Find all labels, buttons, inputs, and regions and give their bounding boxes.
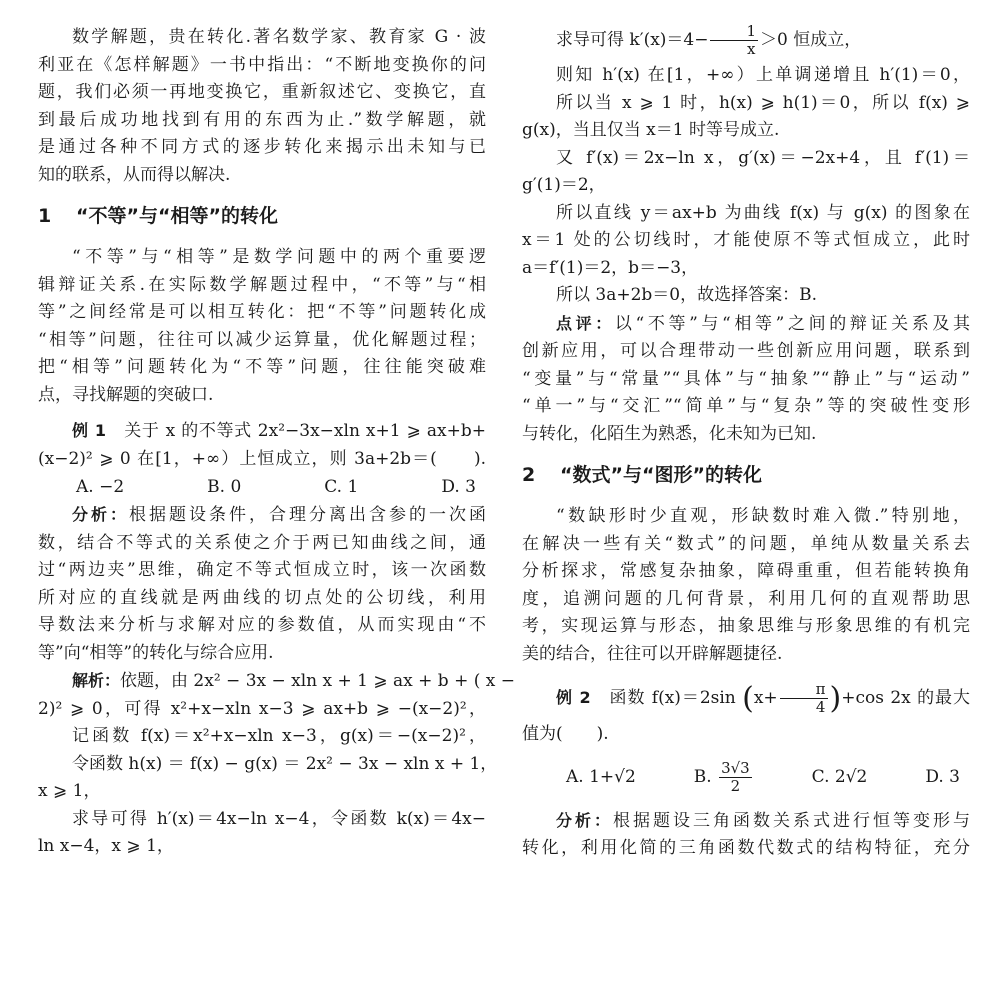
solution-line: 又 f′(x)＝2x−ln x，g′(x)＝−2x+4，且 f′(1)＝ [556, 147, 970, 168]
analysis-line: 等”向“相等”的转化与综合应用. [38, 642, 274, 663]
option-c: C. 2√2 [811, 766, 868, 787]
section-2-line: 在解决一些有关“数式”的问题，单纯从数量关系去 [522, 533, 970, 554]
analysis-2-text: 根据题设三角函数关系式进行恒等变形与 [613, 810, 970, 831]
comment-line [522, 310, 970, 339]
solution-line: 所以直线 y＝ax+b 为曲线 f(x) 与 g(x) 的图象在 [556, 202, 970, 223]
section-1-number: 1 [38, 205, 52, 227]
solution-line: g′(1)＝2， [522, 175, 606, 195]
comment-line: 创新应用，可以合理带动一些创新应用问题，联系到 [522, 341, 970, 361]
option-a: A. 1+√2 [566, 766, 636, 787]
section-2-title: “数式”与“图形”的转化 [560, 464, 762, 486]
analysis-2-label: 分析： [556, 810, 613, 830]
comment-label: 点评： [556, 313, 615, 333]
section-1-line: “不等”与“相等”是数学问题中的两个重要逻 [72, 247, 486, 267]
section-2-line: “数缺形时少直观，形缺数时难入微.”特别地， [556, 506, 970, 526]
intro-line: 利亚在《怎样解题》一书中指出：“不断地变换你的问 [38, 54, 486, 75]
section-1-heading [38, 203, 486, 230]
option-c: C. 1 [324, 477, 359, 497]
section-2-heading [522, 462, 970, 489]
intro-line: 题，我们必须一再地变换它，重新叙述它、变换它，直 [38, 82, 486, 102]
section-1-title: “不等”与“相等”的转化 [76, 205, 278, 227]
intro-line: 数学解题，贵在转化.著名数学家、教育家 G · 波 [72, 27, 486, 47]
analysis-label: 分析： [72, 505, 129, 524]
section-1-line: 辑辩证关系.在实际数学解题过程中，“不等”与“相 [38, 274, 486, 295]
section-1-line: 把“相等”问题转化为“不等”问题，往往能突破难 [38, 357, 486, 377]
solution-line: 求导可得 h′(x)＝4x−ln x−4，令函数 k(x)＝4x− [72, 808, 486, 829]
solution-line: ln x−4，x ⩾ 1， [38, 836, 174, 856]
solution-line [38, 667, 516, 696]
analysis-2-line: 转化，利用化简的三角函数代数式的结构特征，充分 [522, 838, 970, 858]
intro-line: 到最后成功地找到有用的东西为止.”数学解题，就 [38, 109, 486, 130]
example-2-line: 例 2 函数 f(x)＝2sin (x+ $\frac{\pi}{4}$ )+cos 2x 的最大 [556, 680, 970, 716]
comment-text: 以“不等”与“相等”之间的辩证关系及其 [614, 313, 970, 334]
analysis-line: 导数法来分析与求解对应的参数值，从而实现由“不 [38, 615, 486, 635]
analysis-text: 根据题设条件，合理分离出含参的一次函 [129, 505, 486, 525]
solution-line: g(x)，当且仅当 x＝1 时等号成立. [522, 120, 780, 140]
option-d: D. 3 [925, 766, 960, 787]
comment-line: 与转化，化陌生为熟悉，化未知为已知. [522, 423, 817, 444]
solution-line: 则知 h′(x) 在[1，+∞）上单调递增且 h′(1)＝0， [556, 65, 970, 85]
derivative-line: 求导可得 k′(x)＝4− $\frac{1}{x}$ ＞0 恒成立， [556, 22, 862, 58]
solution-label: 解析： [72, 671, 121, 690]
intro-line: 知的联系，从而得以解决. [38, 164, 231, 185]
analysis-2-line [522, 807, 970, 836]
section-1-line: 等”之间经常是可以相互转化：把“不等”问题转化成 [38, 302, 486, 322]
example-1-line [38, 417, 486, 446]
section-2-line: 考，实现运算与形态，抽象思维与形象思维的有机完 [522, 616, 970, 636]
section-2-line: 美的结合，往往可以开辟解题捷径. [522, 643, 783, 664]
fraction-pi-over-4: $\frac{\pi}{4}$ [780, 681, 828, 716]
solution-line: x＝1 处的公切线时，才能使原不等式恒成立，此时 [522, 230, 970, 250]
option-d: D. 3 [441, 477, 476, 497]
analysis-line [38, 501, 486, 530]
solution-line: 令函数 h(x) ＝ f(x) − g(x) ＝ 2x² − 3x − xln x + 1， [72, 753, 498, 774]
right-column [522, 22, 970, 863]
comment-line: “变量”与“常量”“具体”与“抽象”“静止”与“运动” [522, 368, 970, 389]
option-b: B. $\frac{3√3}{2}$ [693, 758, 750, 795]
solution-text: 依题，由 2x² − 3x − xln x + 1 ⩾ ax + b + ( x − [120, 671, 516, 691]
solution-line: 所以 3a+2b＝0，故选择答案：B. [556, 285, 818, 305]
example-1-line: (x−2)² ⩾ 0 在[1，+∞）上恒成立，则 3a+2b＝( ). [38, 448, 486, 469]
section-1-line: 点，寻找解题的突破口. [38, 384, 214, 405]
analysis-line: 所对应的直线就是两曲线的切点处的公切线，利用 [38, 587, 486, 608]
solution-line: 2)² ⩾ 0，可得 x²+x−xln x−3 ⩾ ax+b ⩾ −(x−2)²， [38, 698, 486, 719]
example-1-options [38, 473, 486, 501]
section-1-line: “相等”问题，往往可以减少运算量，优化解题过程； [38, 329, 486, 350]
option-a: A. −2 [76, 477, 125, 497]
example-1-text: 关于 x 的不等式 2x²−3x−xln x+1 ⩾ ax+b+ [124, 421, 486, 441]
intro-line: 是通过各种不同方式的逐步转化来揭示出未知与已 [38, 137, 486, 157]
left-column [38, 24, 516, 861]
solution-line: x ⩾ 1， [38, 781, 101, 801]
section-2-line: 分析探求，常感复杂抽象，障碍重重，但若能转换角 [522, 561, 970, 581]
fraction-1-over-x: $\frac{1}{x}$ [710, 23, 758, 58]
section-2-number: 2 [522, 464, 536, 486]
solution-line: 所以当 x ⩾ 1 时，h(x) ⩾ h(1)＝0，所以 f(x) ⩾ [556, 92, 970, 113]
example-2-label: 例 2 [556, 688, 591, 707]
solution-line: a＝f′(1)＝2，b＝−3， [522, 257, 699, 278]
section-2-line: 度，追溯问题的几何背景，利用几何的直观帮助思 [522, 588, 970, 609]
solution-line: 记函数 f(x)＝x²+x−xln x−3，g(x)＝−(x−2)²， [72, 726, 486, 746]
option-b: B. 0 [207, 477, 242, 497]
analysis-line: 数，结合不等式的关系使之介于两已知曲线之间，通 [38, 532, 486, 553]
fraction-3sqrt3-over-2: $\frac{3√3}{2}$ [721, 758, 750, 795]
comment-line: “单一”与“交汇”“简单”与“复杂”等的突破性变形 [522, 396, 970, 416]
analysis-line: 过“两边夹”思维，确定不等式恒成立时，该一次函数 [38, 560, 486, 580]
example-2-options [522, 755, 970, 799]
example-2-line: 值为( ). [522, 724, 609, 744]
example-1-label: 例 1 [72, 421, 106, 440]
